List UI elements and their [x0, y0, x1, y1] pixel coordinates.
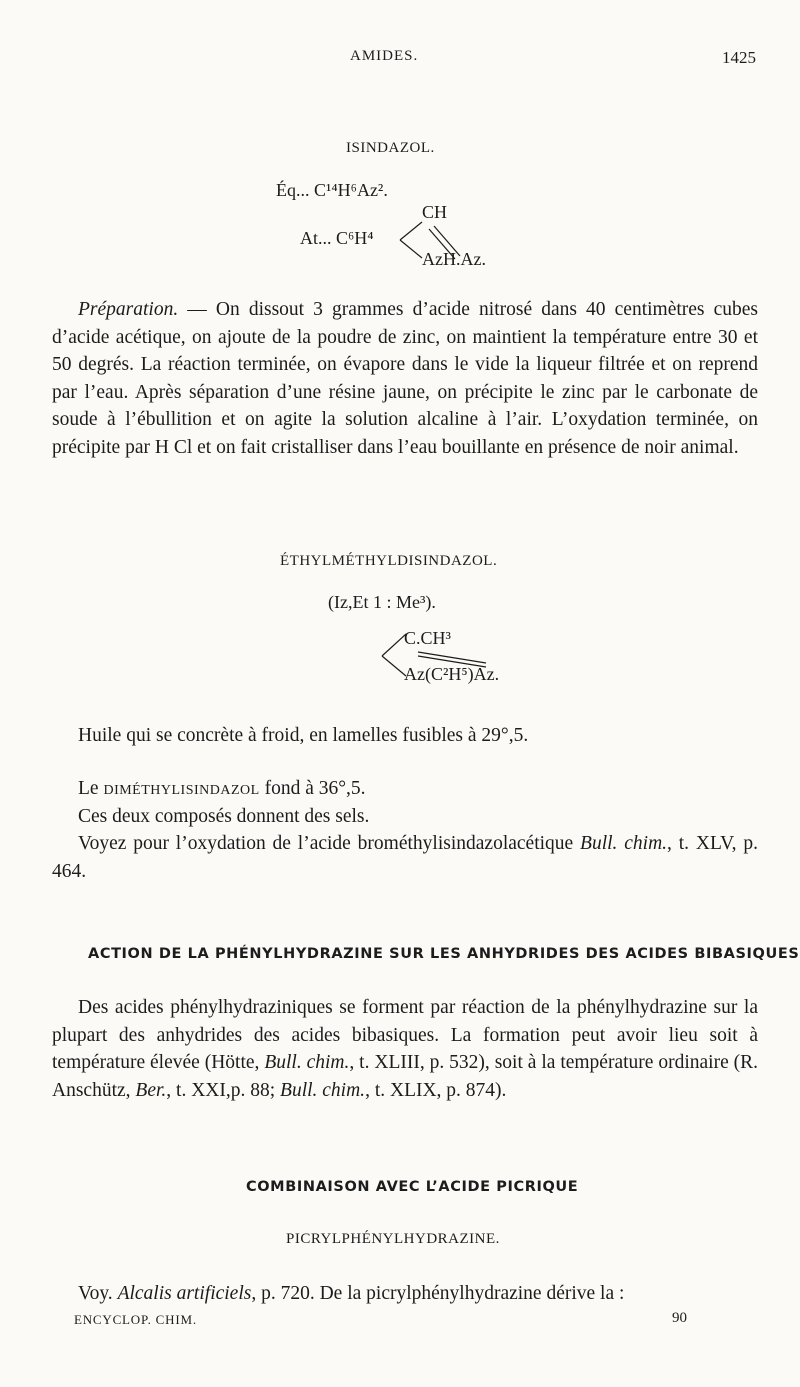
ethyl-formula-top: C.CH³ [404, 628, 451, 648]
section-title-isindazol: ISINDAZOL. [346, 140, 435, 156]
formula-atomic-prefix: At... C⁶H⁴ [300, 228, 374, 248]
ethyl-description: Huile qui se concrète à froid, en lamelles fusibles à 29°,5. [78, 725, 529, 746]
action-paragraph: Des acides phénylhydraziniques se forment par réaction de la phénylhydrazine sur la plupart des anhydrides des acides bibasiques. La formation peut avoir lieu soit à température élevée (Hötte, Bull. chim., t. XLIII, p. 532), soit à la température ordinaire (R. Anschütz, Ber., t. XXI,p. 88; Bull. chim., t. XLIX, p. 874). [52, 997, 759, 1101]
section-title-action: ACTION DE LA PHÉNYLHYDRAZINE SUR LES ANHYDRIDES DES ACIDES BIBASIQUES [88, 946, 800, 962]
oxidation-reference: Voyez pour l’oxydation de l’acide brométhylisindazolacétique Bull. chim., t. XLV, p. 464. [52, 833, 758, 882]
dimethyl-name: diméthylisindazol [103, 778, 260, 799]
ethyl-formula: (Iz,Et 1 : Me³). [328, 592, 436, 612]
dimethyl-paragraph: Le diméthylisindazol fond à 36°,5. Ces deux composés donnent des sels. Voyez pour l’oxydation de l’acide brométhylisindazolacétique Bull. chim., t. XLV, p. 464. [52, 775, 758, 885]
page-number: 1425 [722, 48, 756, 67]
ethyl-formula-bottom: Az(C²H⁵)Az. [404, 664, 500, 684]
salts-sentence: Ces deux composés donnent des sels. [78, 805, 370, 827]
voy-paragraph: Voy. Alcalis artificiels, p. 720. De la picrylphénylhydrazine dérive la : [78, 1283, 625, 1304]
preparation-paragraph [52, 296, 758, 462]
footer-signature-number: 90 [672, 1310, 687, 1326]
section-title-ethyl: ÉTHYLMÉTHYLDISINDAZOL. [280, 553, 498, 569]
section-title-combinaison: COMBINAISON AVEC L’ACIDE PICRIQUE [246, 1179, 579, 1195]
formula-atomic-bottom: AzH.Az. [422, 249, 486, 269]
subtitle-picrylphenylhydrazine: PICRYLPHÉNYLHYDRAZINE. [286, 1231, 500, 1247]
formula-atomic-top: CH [422, 202, 448, 222]
formula-equivalent: Éq... C¹⁴H⁶Az². [276, 180, 388, 200]
running-title: AMIDES. [350, 48, 419, 64]
preparation-label: Préparation. [78, 299, 179, 320]
preparation-text: — On dissout 3 grammes d’acide nitrosé dans 40 centimètres cubes d’acide acétique, on ajoute de la poudre de zinc, on maintient la température entre 30 et 50 degrés. La réaction terminée, on évapore dans le vide la liqueur filtrée et on reprend par l’eau. Après séparation d’une résine jaune, on précipite le zinc par le carbonate de soude à l’ébullition et on agite la solution alcaline à l’air. L’oxydation terminée, on précipite par H Cl et on fait cristalliser dans l’eau bouillante en présence de noir animal. [52, 299, 758, 458]
footer-signature: ENCYCLOP. CHIM. [74, 1312, 197, 1327]
